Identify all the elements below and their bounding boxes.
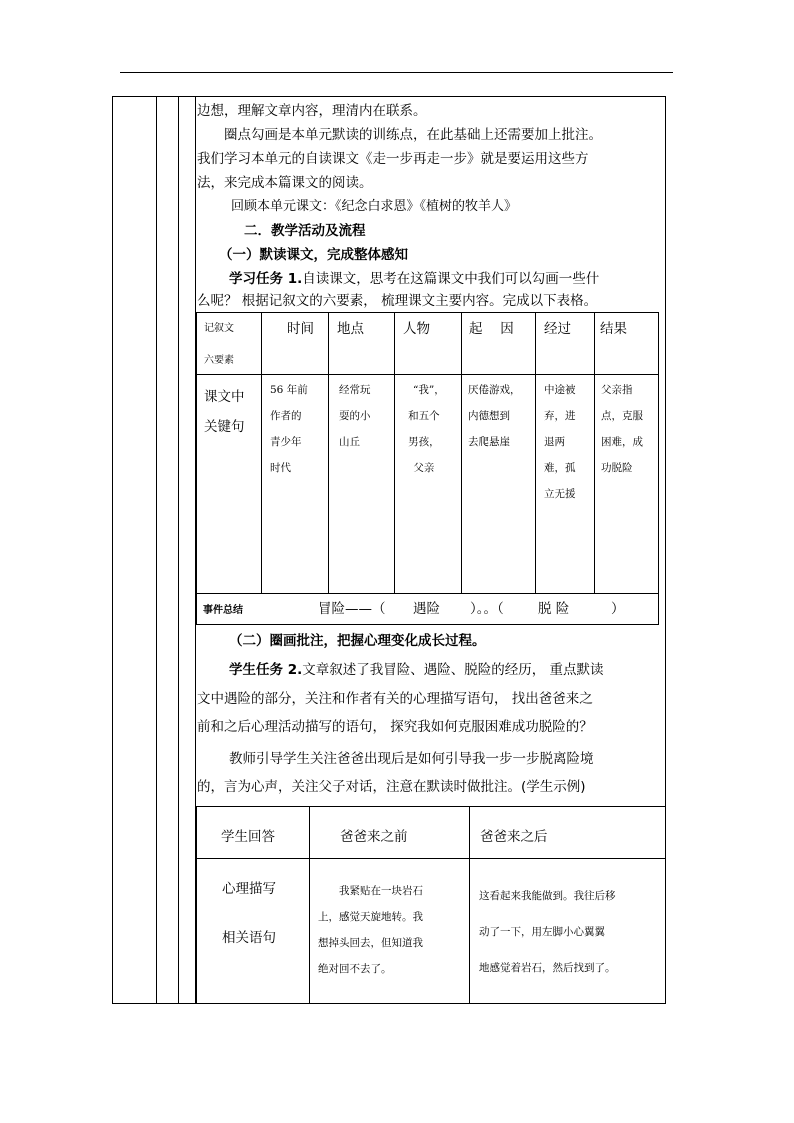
cell-line: 56 年前 [270,384,308,396]
header-place: 地点 [337,321,364,337]
cell-line: 父亲 [413,462,435,474]
row-label-line: 关键句 [204,419,245,435]
before-line: 想掉头回去，但知道我 [318,937,423,949]
summary-b: 遇险 [413,601,440,617]
task1-label: 学习任务 1. [229,271,303,287]
after-line: 这看起来我能做到。我往后移 [479,890,616,902]
task1-line2: 么呢？ 根据记叙文的六要素， 梳理课文主要内容。完成以下表格。 [197,293,598,309]
intro-paragraph-line: 我们学习本单元的自读课文《走一步再走一步》就是要运用这些方 [197,151,589,167]
frame-divider-2 [178,96,179,1004]
cell-line: 男孩， [408,436,440,448]
task2-line3: 前和之后心理活动描写的语句， 探究我如何克服困难成功脱险的？ [197,719,593,735]
task1-line [229,270,599,288]
task2-line2: 文中遇险的部分，关注和作者有关的心理描写语句， 找出爸爸来之 [197,691,593,707]
cell-line: 厌倦游戏， [468,384,521,396]
header-cause: 起 因 [469,321,514,337]
cell-line: 经常玩 [339,384,371,396]
header-process: 经过 [544,321,571,337]
table-col-line [594,312,595,593]
table-col-line [461,312,462,593]
row-label [204,382,245,442]
summary-label: 事件总结 [203,605,243,616]
table2-col-line [309,806,310,1004]
cell-line: 父亲指 [601,384,633,396]
table2-after-text [479,878,616,986]
table2-label-2: 相关语句 [222,930,276,946]
after-line: 动了一下，用左脚小心翼翼 [479,926,605,938]
summary-e: ） [611,601,625,617]
task2-label: 学生任务 2. [229,662,303,678]
summary-c: ）。。（ [470,601,504,617]
summary-d: 脱 险 [538,601,570,617]
cell-line: 困难，成 [601,436,643,448]
cell-process [544,377,576,507]
review-line: 回顾本单元课文：《纪念白求恩》《植树的牧羊人》 [231,199,518,214]
cell-line: 作者的 [270,410,302,422]
task2-line [229,661,604,679]
cell-cause [468,377,521,455]
cell-line: 山丘 [339,436,360,448]
table-col-line [328,312,329,593]
cell-line: “我”， [413,384,445,396]
frame-divider-1 [156,96,157,1004]
table2-top-border [196,806,666,807]
table-row-summary-divider [196,593,659,594]
table2-header-after: 爸爸来之后 [480,829,548,845]
cell-line: 难，孤 [544,462,576,474]
cell-line: 去爬悬崖 [468,436,510,448]
table2-col-line [469,806,470,1004]
task2-text: 文章叙述了我冒险、遇险、脱险的经历， 重点默读 [302,662,604,678]
cell-line: 中途被 [544,384,576,396]
before-line: 我紧贴在一块岩石 [318,885,423,897]
header-result: 结果 [600,321,627,337]
teacher-line1: 教师引导学生关注爸爸出现后是如何引导我一步一步脱离险境 [229,751,594,767]
subsection-title-2: （二）圈画批注，把握心理变化成长过程。 [229,633,486,649]
table2-left-border [196,806,197,1004]
cell-people [403,377,445,481]
table-col-line [394,312,395,593]
cell-line: 功脱险 [601,462,633,474]
cell-place [339,377,371,455]
cell-result [601,377,643,481]
cell-line: 内德想到 [468,410,510,422]
header-rule [120,72,673,73]
cell-time [270,377,308,481]
teacher-line2: 的，言为心声，关注父子对话，注意在默读时做批注。(学生示例) [197,779,586,795]
cell-line: 退两 [544,436,565,448]
before-line: 上，感觉天旋地转。我 [318,911,423,923]
header-people: 人物 [403,321,430,337]
summary-a: 冒险——（ [318,601,386,617]
corner-label-top: 记叙文 [204,323,234,334]
cell-line: 青少年 [270,436,302,448]
table2-header-before: 爸爸来之前 [340,829,408,845]
table-col-line [535,312,536,593]
section-title: 二．教学活动及流程 [244,223,366,239]
cell-line: 点，克服 [601,410,643,422]
cell-line: 和五个 [408,410,440,422]
intro-paragraph-line: 法，来完成本篇课文的阅读。 [197,175,373,191]
table2-label-1: 心理描写 [222,881,276,897]
table2-before-text [318,878,423,982]
before-line: 绝对回不去了。 [318,963,392,975]
cell-line: 立无援 [544,488,576,500]
table2-header-answer: 学生回答 [221,829,275,845]
table2-header-divider [196,858,666,859]
table-col-line [261,312,262,593]
cell-line: 弃，进 [544,410,576,422]
cell-line: 耍的小 [339,410,371,422]
after-line: 地感觉着岩石，然后找到了。 [479,962,616,974]
intro-line: 边想，理解文章内容，理清内在联系。 [197,103,427,119]
row-label-line: 课文中 [204,389,245,405]
task1-text: 自读课文，思考在这篇课文中我们可以勾画一些什 [302,271,600,287]
corner-label-bottom: 六要素 [204,355,234,366]
cell-line: 时代 [270,462,291,474]
subsection-title: （一）默读课文，完成整体感知 [219,247,408,263]
intro-paragraph-line: 圈点勾画是本单元默读的训练点，在此基础上还需要加上批注。 [224,127,602,143]
header-time: 时间 [287,321,314,337]
